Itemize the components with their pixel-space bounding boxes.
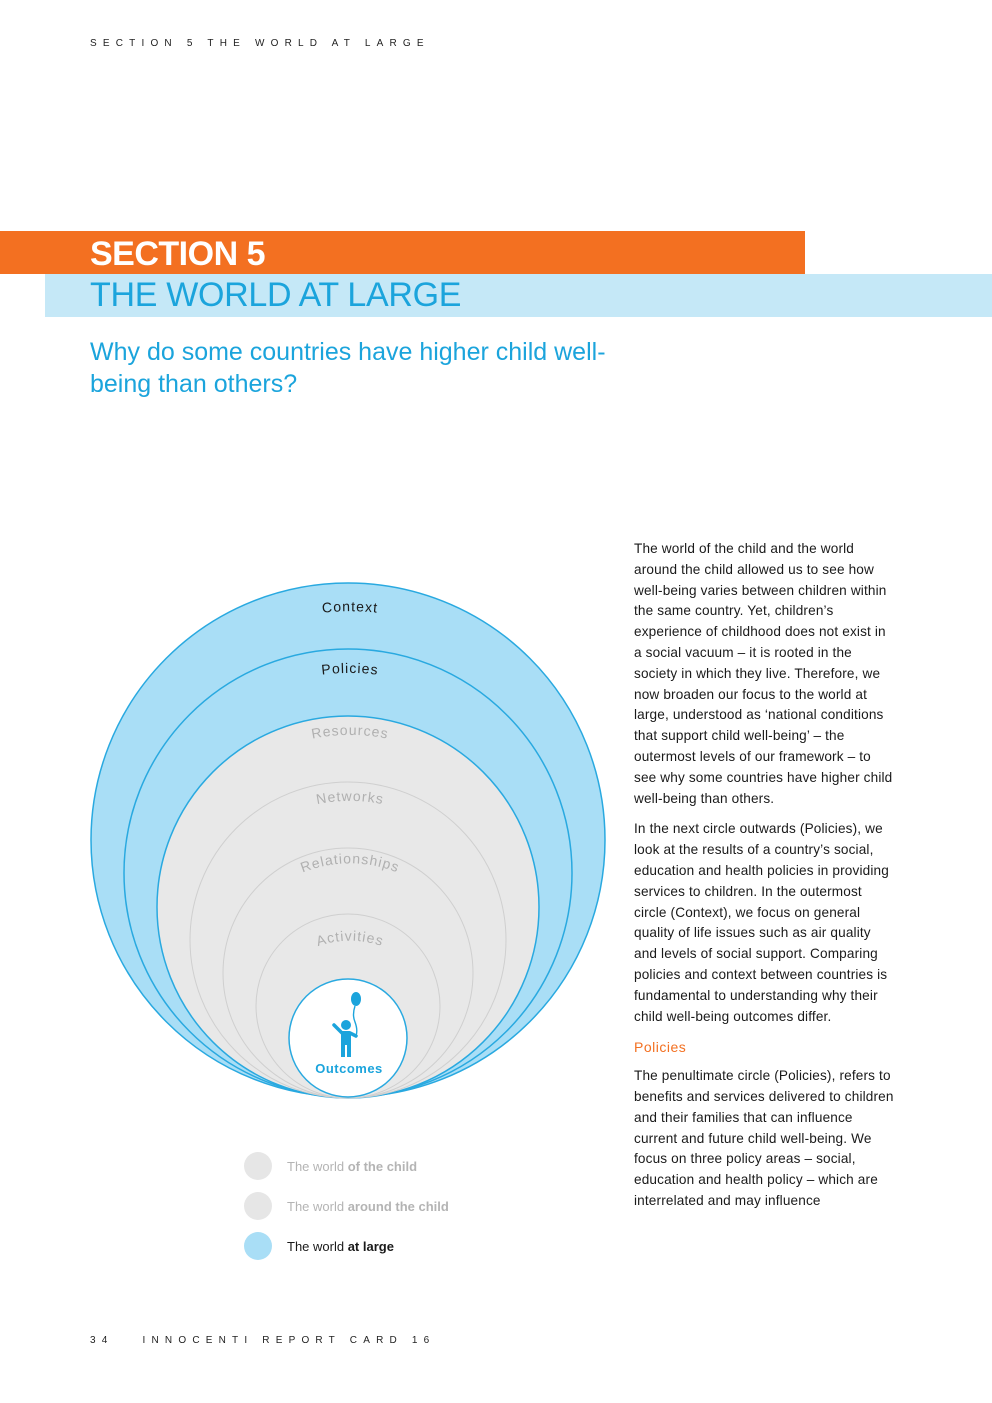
label-activities: Activities — [314, 927, 386, 950]
framework-diagram — [80, 570, 620, 1110]
label-relationships: Relationships — [298, 850, 402, 876]
legend-swatch — [244, 1232, 272, 1260]
section-question: Why do some countries have higher child well-being than others? — [90, 338, 606, 398]
legend-swatch — [244, 1192, 272, 1220]
legend-item-world-around-child — [244, 1192, 449, 1220]
legend-item-world-at-large — [244, 1232, 449, 1260]
label-outcomes: Outcomes — [315, 1061, 383, 1076]
legend-swatch — [244, 1152, 272, 1180]
body-paragraph: The penultimate circle (Policies), refers to benefits and services delivered to children and their families that can influence current and future child well-being. We focus on three policy areas – social, education and health policy – which are interrelated and may influence — [634, 1068, 894, 1208]
footer — [90, 1335, 435, 1346]
legend — [244, 1152, 449, 1272]
body-paragraph: The world of the child and the world around the child allowed us to see how well-being varies between children within the same country. Yet, children’s experience of childhood does not exist in a social vacuum – it is rooted in the society in which they live. Therefore, we now broaden our focus to the world at large, understood as ‘national conditions that support child well-being’ – the outermost levels of our framework – to see why some countries have higher child well-being than others. — [634, 541, 893, 806]
label-context: Context — [321, 598, 379, 616]
label-networks: Networks — [314, 787, 386, 808]
section-label: SECTION 5 — [90, 235, 265, 273]
legend-label: The world around the child — [287, 1198, 449, 1214]
legend-item-world-of-child — [244, 1152, 449, 1180]
publication-name: INNOCENTI REPORT CARD 16 — [142, 1335, 436, 1346]
body-paragraph: In the next circle outwards (Policies), we look at the results of a country’s social, education and health policies in providing services to children. In the outermost circle (Context), we focus on general quality of life issues such as air quality and levels of social support. Comparing policies and context between countries is fundamental to understanding why their child well-being outcomes differ. — [634, 821, 889, 1024]
section-title: THE WORLD AT LARGE — [90, 276, 462, 314]
subheading-policies: Policies — [634, 1039, 687, 1056]
body-text-column — [634, 539, 894, 1222]
legend-label: The world at large — [287, 1238, 394, 1254]
running-head: SECTION 5 THE WORLD AT LARGE — [90, 38, 430, 49]
legend-label: The world of the child — [287, 1158, 418, 1174]
label-resources: Resources — [309, 721, 391, 742]
label-policies: Policies — [320, 659, 380, 678]
page-number: 34 — [90, 1335, 114, 1346]
